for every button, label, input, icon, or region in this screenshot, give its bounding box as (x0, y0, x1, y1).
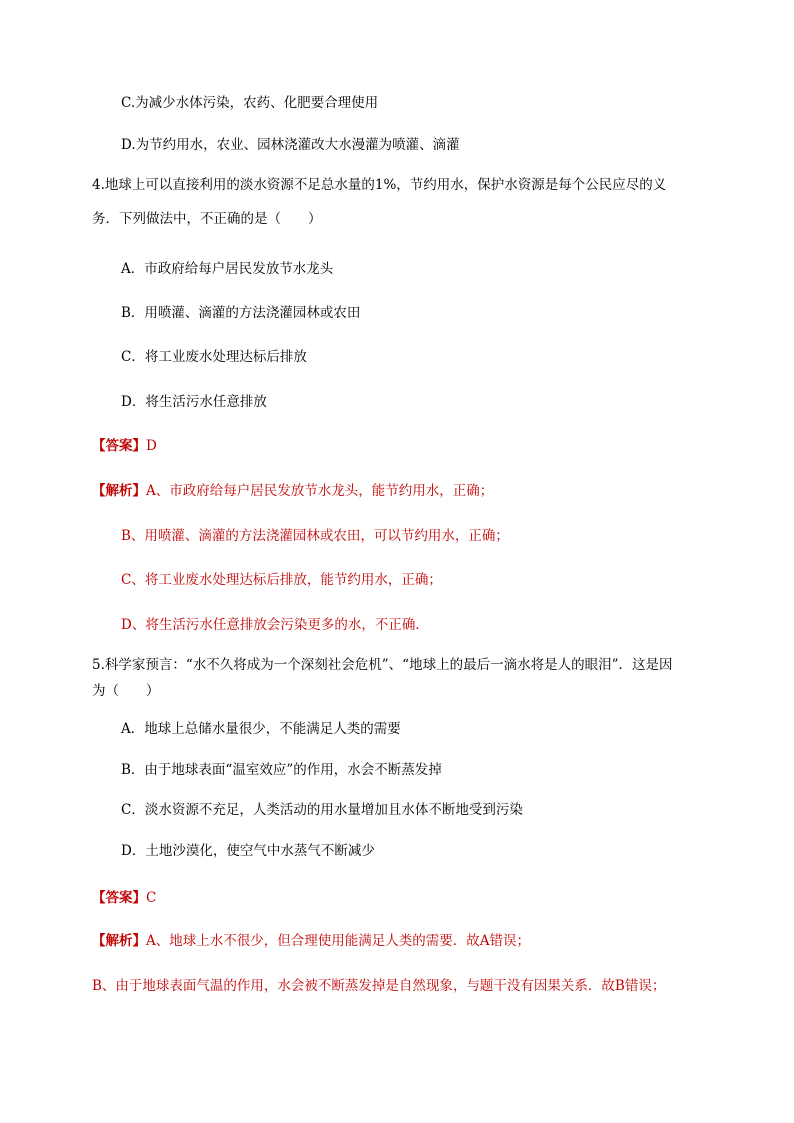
q4-analysis-line1 (92, 481, 493, 501)
q4-answer-line (92, 436, 157, 456)
q3-option-c: C.为减少水体污染，农药、化肥要合理使用 (121, 95, 379, 111)
q4-analysis-a: A、市政府给每户居民发放节水龙头，能节约用水，正确； (146, 483, 494, 499)
q4-option-a: A．市政府给每户居民发放节水龙头 (121, 261, 334, 277)
q4-option-b: B．用喷灌、滴灌的方法浇灌园林或农田 (121, 305, 361, 321)
q5-answer-value: C (146, 890, 157, 906)
q4-option-d: D．将生活污水任意排放 (121, 394, 267, 410)
q3-option-d: D.为节约用水，农业、园林浇灌改大水漫灌为喷灌、滴灌 (121, 137, 460, 153)
q4-answer-value: D (146, 438, 157, 454)
q5-option-c: C．淡水资源不充足，人类活动的用水量增加且水体不断地受到污染 (121, 802, 523, 818)
q5-analysis-line1 (92, 931, 530, 951)
q4-stem-line2: 务．下列做法中，不正确的是（ ） (92, 211, 322, 227)
q4-option-c: C．将工业废水处理达标后排放 (121, 349, 307, 365)
q5-option-d: D．土地沙漠化，使空气中水蒸气不断减少 (121, 843, 375, 859)
q5-answer-tag: 【答案】 (92, 890, 146, 906)
q4-analysis-c: C、将工业废水处理达标后排放，能节约用水，正确； (121, 572, 442, 588)
q4-analysis-b: B、用喷灌、滴灌的方法浇灌园林或农田，可以节约用水，正确； (121, 528, 509, 544)
q5-analysis-b: B、由于地球表面气温的作用，水会被不断蒸发掉是自然现象，与题干没有因果关系．故B错误； (92, 978, 666, 994)
q5-option-a: A．地球上总储水量很少，不能满足人类的需要 (121, 721, 401, 737)
q4-answer-tag: 【答案】 (92, 438, 146, 454)
q4-analysis-d: D、将生活污水任意排放会污染更多的水，不正确． (121, 617, 429, 633)
q4-stem-line1: 4.地球上可以直接利用的淡水资源不足总水量的1%，节约用水，保护水资源是每个公民应尽的义 (92, 177, 667, 193)
q5-option-b: B．由于地球表面“温室效应”的作用，水会不断蒸发掉 (121, 762, 442, 778)
q5-analysis-tag: 【解析】 (92, 933, 146, 949)
q5-stem-line2: 为（ ） (92, 683, 160, 699)
q4-analysis-tag: 【解析】 (92, 483, 146, 499)
q5-stem-line1: 5.科学家预言：“水不久将成为一个深刻社会危机”、“地球上的最后一滴水将是人的眼泪”．这是因 (92, 657, 673, 673)
q5-analysis-a: A、地球上水不很少，但合理使用能满足人类的需要．故A错误； (146, 933, 530, 949)
q5-answer-line (92, 888, 156, 908)
